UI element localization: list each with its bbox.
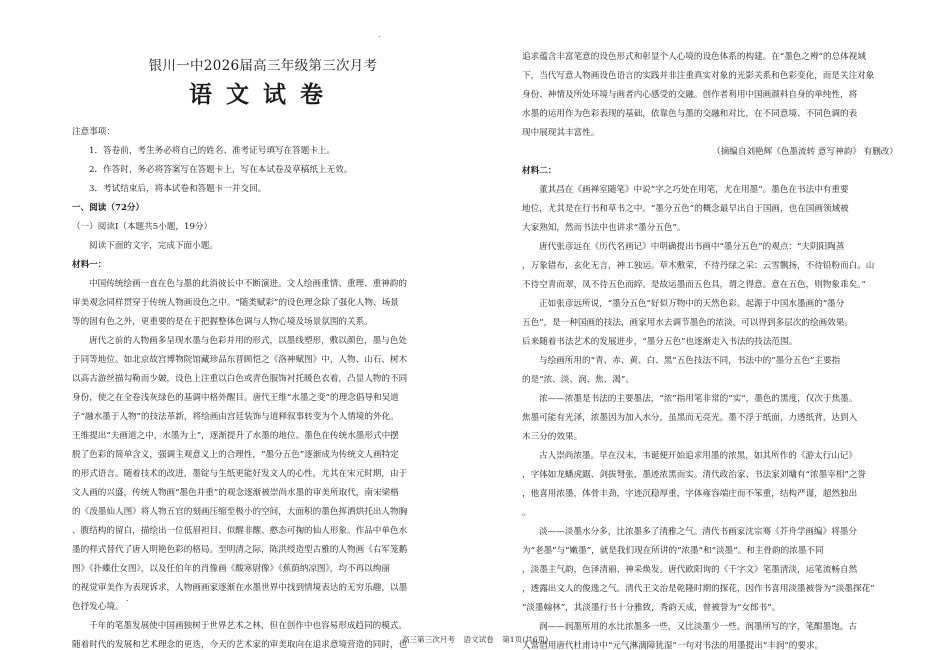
text-line: ，他喜用浓墨，体骨丰劲，字迹沉稳厚重，字体雍容端庄而不笨重，结构严谨，超然独出: [522, 489, 858, 499]
text-line: ，万象错布，玄化无言，神工独运。草木敷荣，不待丹绿之采；云雪飘扬，不待铅粉而白。山: [522, 261, 875, 271]
section-heading: 一、阅读（72分）: [72, 203, 145, 213]
text-line: 五色”，是一种国画的技法，画家用水去调节墨色的浓淡，可以得到多层次的绘画效果。: [522, 318, 853, 328]
text-line: 唐代张彦远在《历代名画记》中明确提出书画中“墨分五色”的观点：“夫阴阳陶蒸: [539, 242, 845, 252]
footer-page-number: 第1页(共6页): [502, 635, 549, 644]
text-line: 追求蕴含丰富笔意的设色形式和彰显个人心境的设色体系的构建。在“墨色之辨”的总体视域: [522, 52, 866, 62]
notice-item: 2．作答时，务必将答案写在答题卡上，写在本试卷及草稿纸上无效。: [89, 165, 353, 175]
text-line: 图》《扑蝶仕女图》，以及任伯年的肖像画《酸寒尉像》《蕉荫纳凉图》，均不再以绚丽: [72, 564, 390, 574]
text-line: 水墨的运用作为色彩表现的基础，依靠色与墨的交融和对比，在不同意境、不同色调的表: [522, 109, 858, 119]
text-line: 唐代之前的人物画多呈现水墨与色彩并用的形式，以墨线塑形，敷以颜色，墨与色处: [89, 336, 407, 346]
text-line: 浓——浓墨是书法的主要墨法，“浓”指用笔非常的“实”，墨色的黑度，仅次于焦墨。: [539, 394, 858, 404]
page-footer: [0, 634, 950, 645]
text-line: 董其昌在《画禅室随笔》中说“字之巧处在用笔，尤在用墨”。墨色在书法中有重要: [539, 185, 849, 195]
text-line: 文人画的兴盛，传统人物画“墨色并重”的观念逐渐被崇尚水墨的审美所取代，南宋梁楷: [72, 488, 399, 498]
text-line: 身份，使之在全卷浅灰绿色的基调中格外醒目。唐代王维“水墨之变”的理念倡导和吴道: [72, 393, 399, 403]
text-line: 与绘画所用的“青、赤、黄、白、黑”五色技法不同，书法中的“墨分五色”主要指: [539, 356, 841, 366]
notice-item: 3．考试结束后，将本试卷和答题卡一并交回。: [89, 184, 267, 194]
text-line: 、腹结构的留白，描绘出一位低眉袒目、似醒非醒、憨态可掬的仙人形象。作品中单色水: [72, 526, 408, 536]
text-line: 于同等地位。如北京故宫博物院馆藏珍品东晋顾恺之《洛神赋图》中，人物、山石、树木: [72, 355, 408, 365]
material-label: 材料二：: [522, 166, 557, 176]
text-line: 地位，尤其是在行书和草书之中。“墨分五色”的概念最早出自于国画，也在国画领域被: [522, 204, 849, 214]
text-line: 王维提出“夫画道之中，水墨为上”，逐渐提升了水墨的地位。墨色在传统水墨形式中摆: [72, 431, 399, 441]
notice-heading: 注意事项：: [72, 127, 115, 137]
text-line: 的是“浓、淡、润、焦、渴”。: [522, 375, 634, 385]
text-line: 色抒发心境。: [72, 602, 124, 612]
sub-section-heading: （一）阅读Ⅰ（本题共5小题，19分）: [72, 222, 213, 232]
text-line: 不待空青而翠，凤不待五色而綷。是故运墨而五色具，谓之得意。意在五色，则物象乖矣。”: [522, 280, 866, 290]
text-line: 审美观念同样贯穿于传统人物画设色之中。“随类赋彩”的设色理念除了强化人物、场景: [72, 298, 399, 308]
text-line: 后来随着书法艺术的发展进步，“墨分五色”也逐渐走入书法的技法范围。: [522, 337, 798, 347]
material-label: 材料一：: [72, 260, 107, 270]
text-line: 脱了色彩的简单含义，强调主观意义上的合理性，“墨分五色”逐渐成为传统文人画特定: [72, 450, 399, 460]
text-line: 中国传统绘画一直在色与墨的此消彼长中不断演进。文人绘画重情、重理、重神韵的: [89, 279, 407, 289]
footer-grade: 高三第三次月考: [401, 635, 455, 644]
text-line: 。: [522, 508, 531, 518]
text-line: 正如张彦远所说，“墨分五色”好似万物中的天然色彩。起源于中国水墨画的“墨分: [539, 299, 845, 309]
text-line: 千年的笔墨发展使中国画独树于世界艺术之林，但在创作中也容易形成趋同的模式。: [89, 621, 407, 631]
text-line: 现中展现其丰富性。: [522, 128, 600, 138]
scan-dot: .: [126, 594, 129, 603]
text-line: ，淡墨主气韵，色泽清丽、神采焕发。唐代欧阳询的《千字文》笔墨清淡，运笔流畅自然: [522, 565, 858, 575]
text-line: 子“融水墨于人物”的技法革新，将绘画由宫廷装饰与道释叙事转变为个人情境的外化。: [72, 412, 399, 422]
text-line: 下，当代写意人物画设色语言的实践并非注重真实对象的光影关系和色彩变化，而是关注对象: [522, 71, 875, 81]
text-line: 的视觉审美作为表现诉求，人物画画家逐渐在水墨世界中找到情境表达的无穷乐趣，以墨: [72, 583, 408, 593]
text-line: “淡墨翰林”，其淡墨行书十分雅致，秀韵天成，曾被誉为“女郎书”。: [522, 603, 781, 613]
text-line: 焦墨可能有光泽，浓墨因为加入水分，虽黑而无亮光。墨不浮于纸面，力透纸背，达到入: [522, 413, 858, 423]
text-line: 墨的样式替代了唐人明艳色彩的格局。至明清之际，陈洪绶造型古雅的人物画《右军笼鹅: [72, 545, 408, 555]
notice-item: 1．答卷前，考生务必将自己的姓名、准考证号填写在答题卡上。: [89, 146, 336, 156]
text-line: 木三分的效果。: [522, 432, 583, 442]
citation: （摘编自刘艳辉《色墨流转 意写神韵》 有删改）: [712, 147, 898, 157]
text-line: 为“老墨”与“嫩墨”，就是我们现在所讲的“浓墨”和“淡墨”。和主骨韵的浓墨不同: [522, 546, 824, 556]
text-line: ，字体如龙蟠虎踞、剑拔弩张，墨迹浓黑而实。清代政治家、书法家刘墉有“浓墨宰相”之誉: [522, 470, 866, 480]
subject-title: 语文试卷: [189, 82, 337, 108]
school-title: 银川一中2026届高三年级第三次月考: [148, 58, 378, 74]
scan-dot: .: [378, 30, 381, 39]
text-line: 人常借用唐代杜甫诗中“元气淋漓障犹湿”一句对书法的用墨提出“丰润”的要求。: [522, 641, 824, 650]
text-line: 身份、神情及所处环境与画者内心感受的交融。创作者利用中国画颜料自身的单纯性，将: [522, 90, 858, 100]
text-line: 润——润墨所用的水比浓墨多一些，又比淡墨少一些。润墨所写的字，笔酣墨饱。古: [539, 622, 857, 632]
text-line: 随着时代的发展和艺术理念的更迭，今天的艺术家的审美取向在追求意境营造的同时，也: [72, 640, 408, 650]
text-line: 古人崇尚浓墨。早在汉末，韦诞便开始追求用墨的浓黑，如其所作的《游太行山记》: [539, 451, 857, 461]
text-line: 的形式语言。随着技术的改进，墨锭与生纸更能好发文人的心性，尤其在宋元时期，由于: [72, 469, 408, 479]
text-line: 等的固有色之外，更重要的是在于把握整体色调与人物心境及场景氛围的关系。: [72, 317, 373, 327]
text-line: 大家熟知，然而书法中也讲求“墨分五色”。: [522, 223, 686, 233]
text-line: 以高古游丝描勾勒而少皴，设色上注重以白色或青色服饰衬托暖色衣着，凸显人物的不同: [72, 374, 408, 384]
text-line: ，透露出文人的俊逸之气。清代王文治是乾隆时期的探花，因作书喜用淡墨被誉为“淡墨探花”: [522, 584, 875, 594]
text-line: 的《泼墨仙人图》将人物五官的刻画压缩至极小的空间，大面积的墨色挥洒烘托出人物胸: [72, 507, 408, 517]
instruction: 阅读下面的文字，完成下面小题。: [89, 241, 218, 251]
text-line: 淡——淡墨水分多，比浓墨多了清雅之气。清代书画家沈宗骞《芥舟学画编》将墨分: [539, 527, 857, 537]
footer-subject: 语文试卷: [463, 635, 494, 644]
